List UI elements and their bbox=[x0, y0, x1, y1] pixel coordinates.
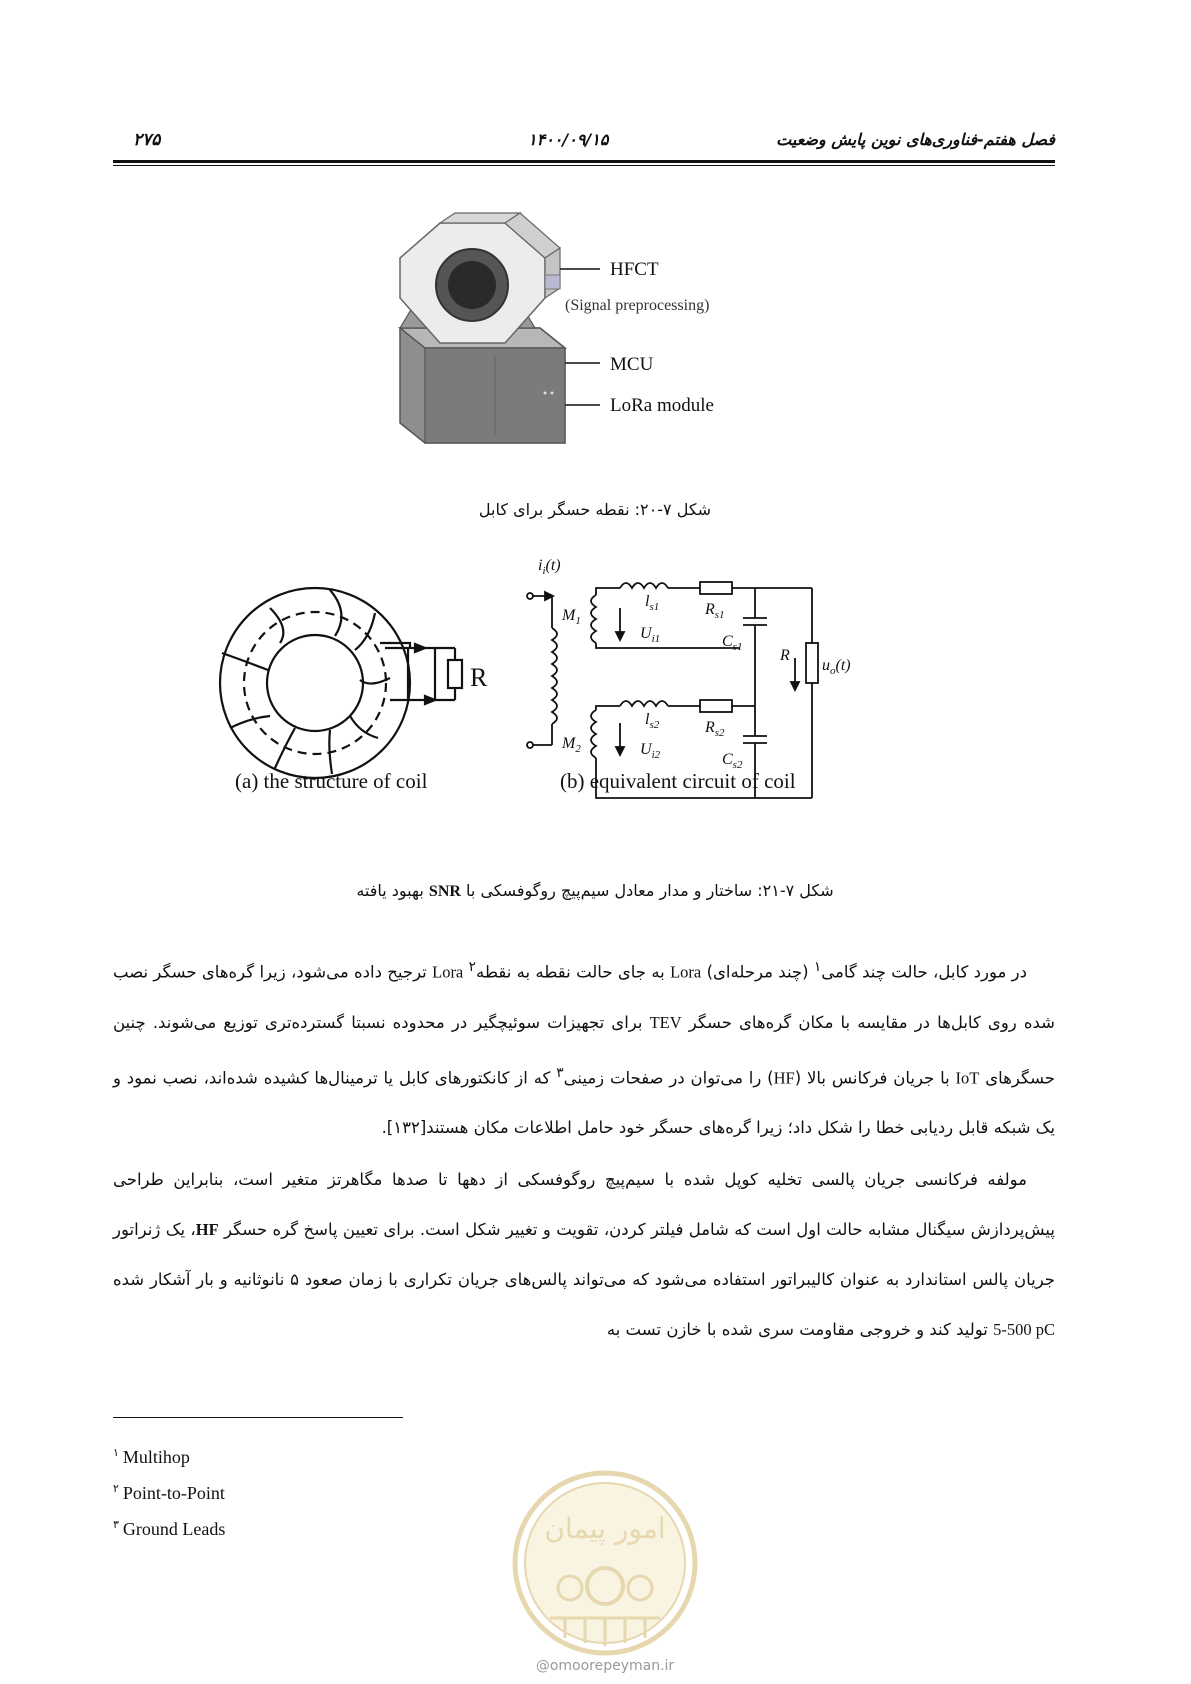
label-rs1: $R_{s1}$ bbox=[705, 601, 725, 621]
header-date: ۱۴۰۰/۰۹/۱۵ bbox=[528, 130, 609, 149]
caption-b: (b) equivalent circuit of coil bbox=[560, 769, 796, 793]
page-header bbox=[113, 130, 1055, 164]
footnotes bbox=[113, 1435, 225, 1543]
footnote-1: $^۱$ Multihop bbox=[113, 1447, 190, 1467]
figure1-caption: شکل ۷-۲۰: نقطه حسگر برای کابل bbox=[478, 500, 712, 519]
label-ii: $i_i(t)$ bbox=[538, 557, 561, 577]
label-cs2: $C_{s2}$ bbox=[722, 751, 743, 771]
label-mcu: MCU bbox=[610, 354, 654, 375]
label-r: R bbox=[780, 647, 790, 664]
coil-resistor-label: R bbox=[470, 663, 488, 692]
figure-rogowski-coil bbox=[200, 557, 960, 863]
label-hfct: HFCT bbox=[610, 259, 659, 280]
label-m2: $M_2$ bbox=[562, 735, 581, 755]
caption-a: (a) the structure of coil bbox=[235, 769, 428, 793]
paragraph-2: مولفه فرکانسی جریان پالسی تخلیه کوپل شده با سیم‌پیچ روگوفسکی از دهها تا صدها مگاهرتز متغیر است، بنابراین طراحی پیش‌پردازش سیگنال مشابه حالت اول است که شامل فیلتر کردن، تقویت و تغییر شکل است. برای تعیین پاسخ گره حسگر HF، یک ژنراتور جریان پالس استاندارد به عنوان کالیبراتور استفاده می‌شود که می‌تواند پالس‌های جریان تکراری با زمان صعود ۵ نانوثانیه و بار آشکار شده 5-500 pC تولید کند و خروجی مقاومت سری شده با خازن تست به bbox=[113, 1170, 1056, 1339]
footnote-rule bbox=[113, 1417, 403, 1418]
body-text bbox=[113, 942, 1055, 1355]
label-rs2: $R_{s2}$ bbox=[705, 719, 725, 739]
footnote-2: $^۲$ Point-to-Point bbox=[113, 1483, 225, 1503]
header-rule bbox=[113, 160, 1055, 163]
paragraph-1: در مورد کابل، حالت چند گامی$^۱$ (چند مرحله‌ای) Lora به جای حالت نقطه به نقطه$^۲$ Lora ترجیح داده می‌شود، زیرا گره‌های حسگر نصب شده روی کابل‌ها در مقایسه با مکان گره‌های حسگر TEV برای تجهیزات سوئیچگیر در محدوده نسبتا گسترده‌تری توزیع می‌شوند. چنین حسگرهای IoT با جریان فرکانس بالا (HF) را می‌توان در صفحات زمینی$^۳$ که از کانکتورهای کابل یا ترمینال‌ها کشیده شده‌اند، نصب نمود و یک شبکه قابل ردیابی خطا را شکل داد؛ زیرا گره‌های حسگر خود حامل اطلاعات مکان هستند[۱۳۲]. bbox=[113, 959, 1055, 1137]
scales-gear-seal-icon bbox=[510, 1468, 700, 1658]
label-m1: $M_1$ bbox=[562, 607, 581, 627]
label-signal-preprocessing: (Signal preprocessing) bbox=[565, 297, 710, 314]
label-ls1: $l_{s1}$ bbox=[645, 593, 660, 613]
label-ui1: $U_{i1}$ bbox=[640, 625, 661, 645]
coil-structure-diagram bbox=[220, 588, 462, 778]
stamp-text: امور پیمان bbox=[544, 1512, 666, 1545]
label-cs1: $C_{s1}$ bbox=[722, 633, 743, 653]
label-ls2: $l_{s2}$ bbox=[645, 711, 660, 731]
page-number: ۲۷۵ bbox=[133, 130, 161, 150]
footnote-3: $^۳$ Ground Leads bbox=[113, 1519, 226, 1539]
label-uo: $u_o(t)$ bbox=[822, 657, 851, 677]
figure2-caption: شکل ۷-۲۱: ساختار و مدار معادل سیم‌پیچ روگوفسکی با SNR بهبود یافته bbox=[356, 881, 834, 900]
watermark-url: @omoorepeyman.ir bbox=[535, 1658, 675, 1674]
chapter-title: فصل هفتم-فناوری‌های نوین پایش وضعیت bbox=[776, 130, 1055, 149]
label-ui2: $U_{i2}$ bbox=[640, 741, 661, 761]
label-lora-module: LoRa module bbox=[610, 395, 714, 416]
header-rule-thin bbox=[113, 165, 1055, 166]
figure-sensor-node bbox=[400, 213, 780, 475]
